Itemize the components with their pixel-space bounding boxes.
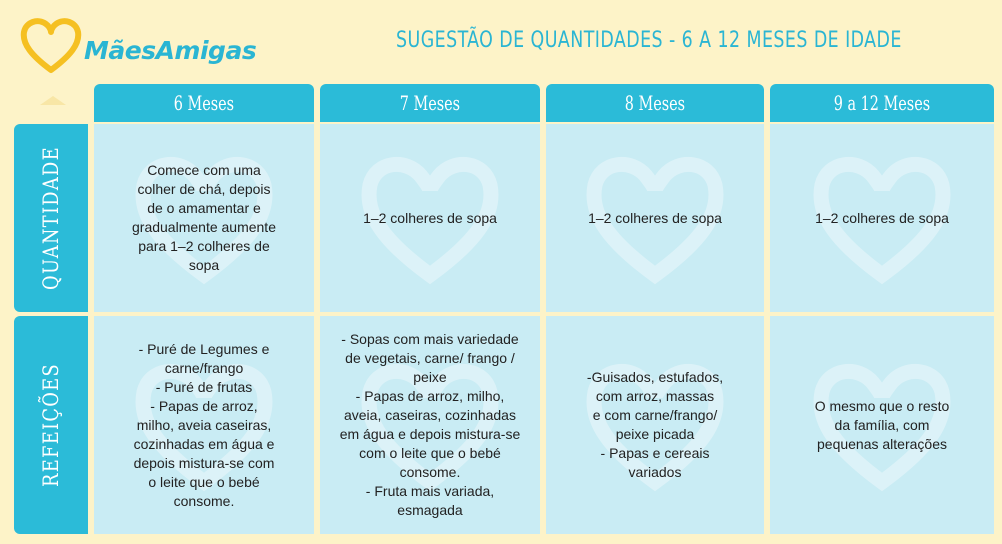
cell-text: -Guisados, estufados, com arroz, massas e com carne/frango/ peixe picada - Papas e cereais variados [586,369,724,480]
cell-text: Comece com uma colher de chá, depois de o amamentar e gradualmente aumente para 1–2 colheres de sopa [132,162,276,273]
table-cell [94,316,314,534]
row-header-quantidade [14,124,88,312]
cell-text: 1–2 colheres de sopa [588,209,722,226]
cell-text: O mesmo que o resto da família, com pequenas alterações [814,397,950,452]
table-cell [320,124,540,312]
cell-text: - Puré de Legumes e carne/frango - Puré de frutas - Papas de arroz, milho, aveia caseiras, cozinhadas em água e depois mistura-se com o leite que o bebé consome. [133,340,275,509]
cell-text: 1–2 colheres de sopa [815,209,949,226]
cell-text: - Sopas com mais variedade de vegetais, carne/ frango / peixe - Papas de arroz, milho, aveia, caseiras, cozinhadas em água e depois mistura-se com o leite que o bebé consome. - Fruta mais variada, esmagada [339,331,521,518]
column-header-8-meses: 8 Meses [546,84,764,122]
table-cell [94,124,314,312]
logo-text: MãesAmigas [84,36,257,65]
corner-arrow [40,96,66,105]
column-header-9-a-12-meses: 9 a 12 Meses [770,84,994,122]
column-header-6-meses: 6 Meses [94,84,314,122]
page-title: SUGESTÃO DE QUANTIDADES - 6 A 12 MESES DE IDADE [396,28,902,53]
logo [20,14,260,74]
table-cell [320,316,540,534]
table-cell [770,124,994,312]
table-cell [546,124,764,312]
cell-text: 1–2 colheres de sopa [363,209,497,226]
row-label-refeicoes: REFEIÇÕES [39,363,63,487]
row-label-quantidade: QUANTIDADE [39,146,63,290]
table-cell [546,316,764,534]
table-cell [770,316,994,534]
column-header-7-meses: 7 Meses [320,84,540,122]
heart-logo-icon [20,16,82,74]
row-header-refeicoes [14,316,88,534]
